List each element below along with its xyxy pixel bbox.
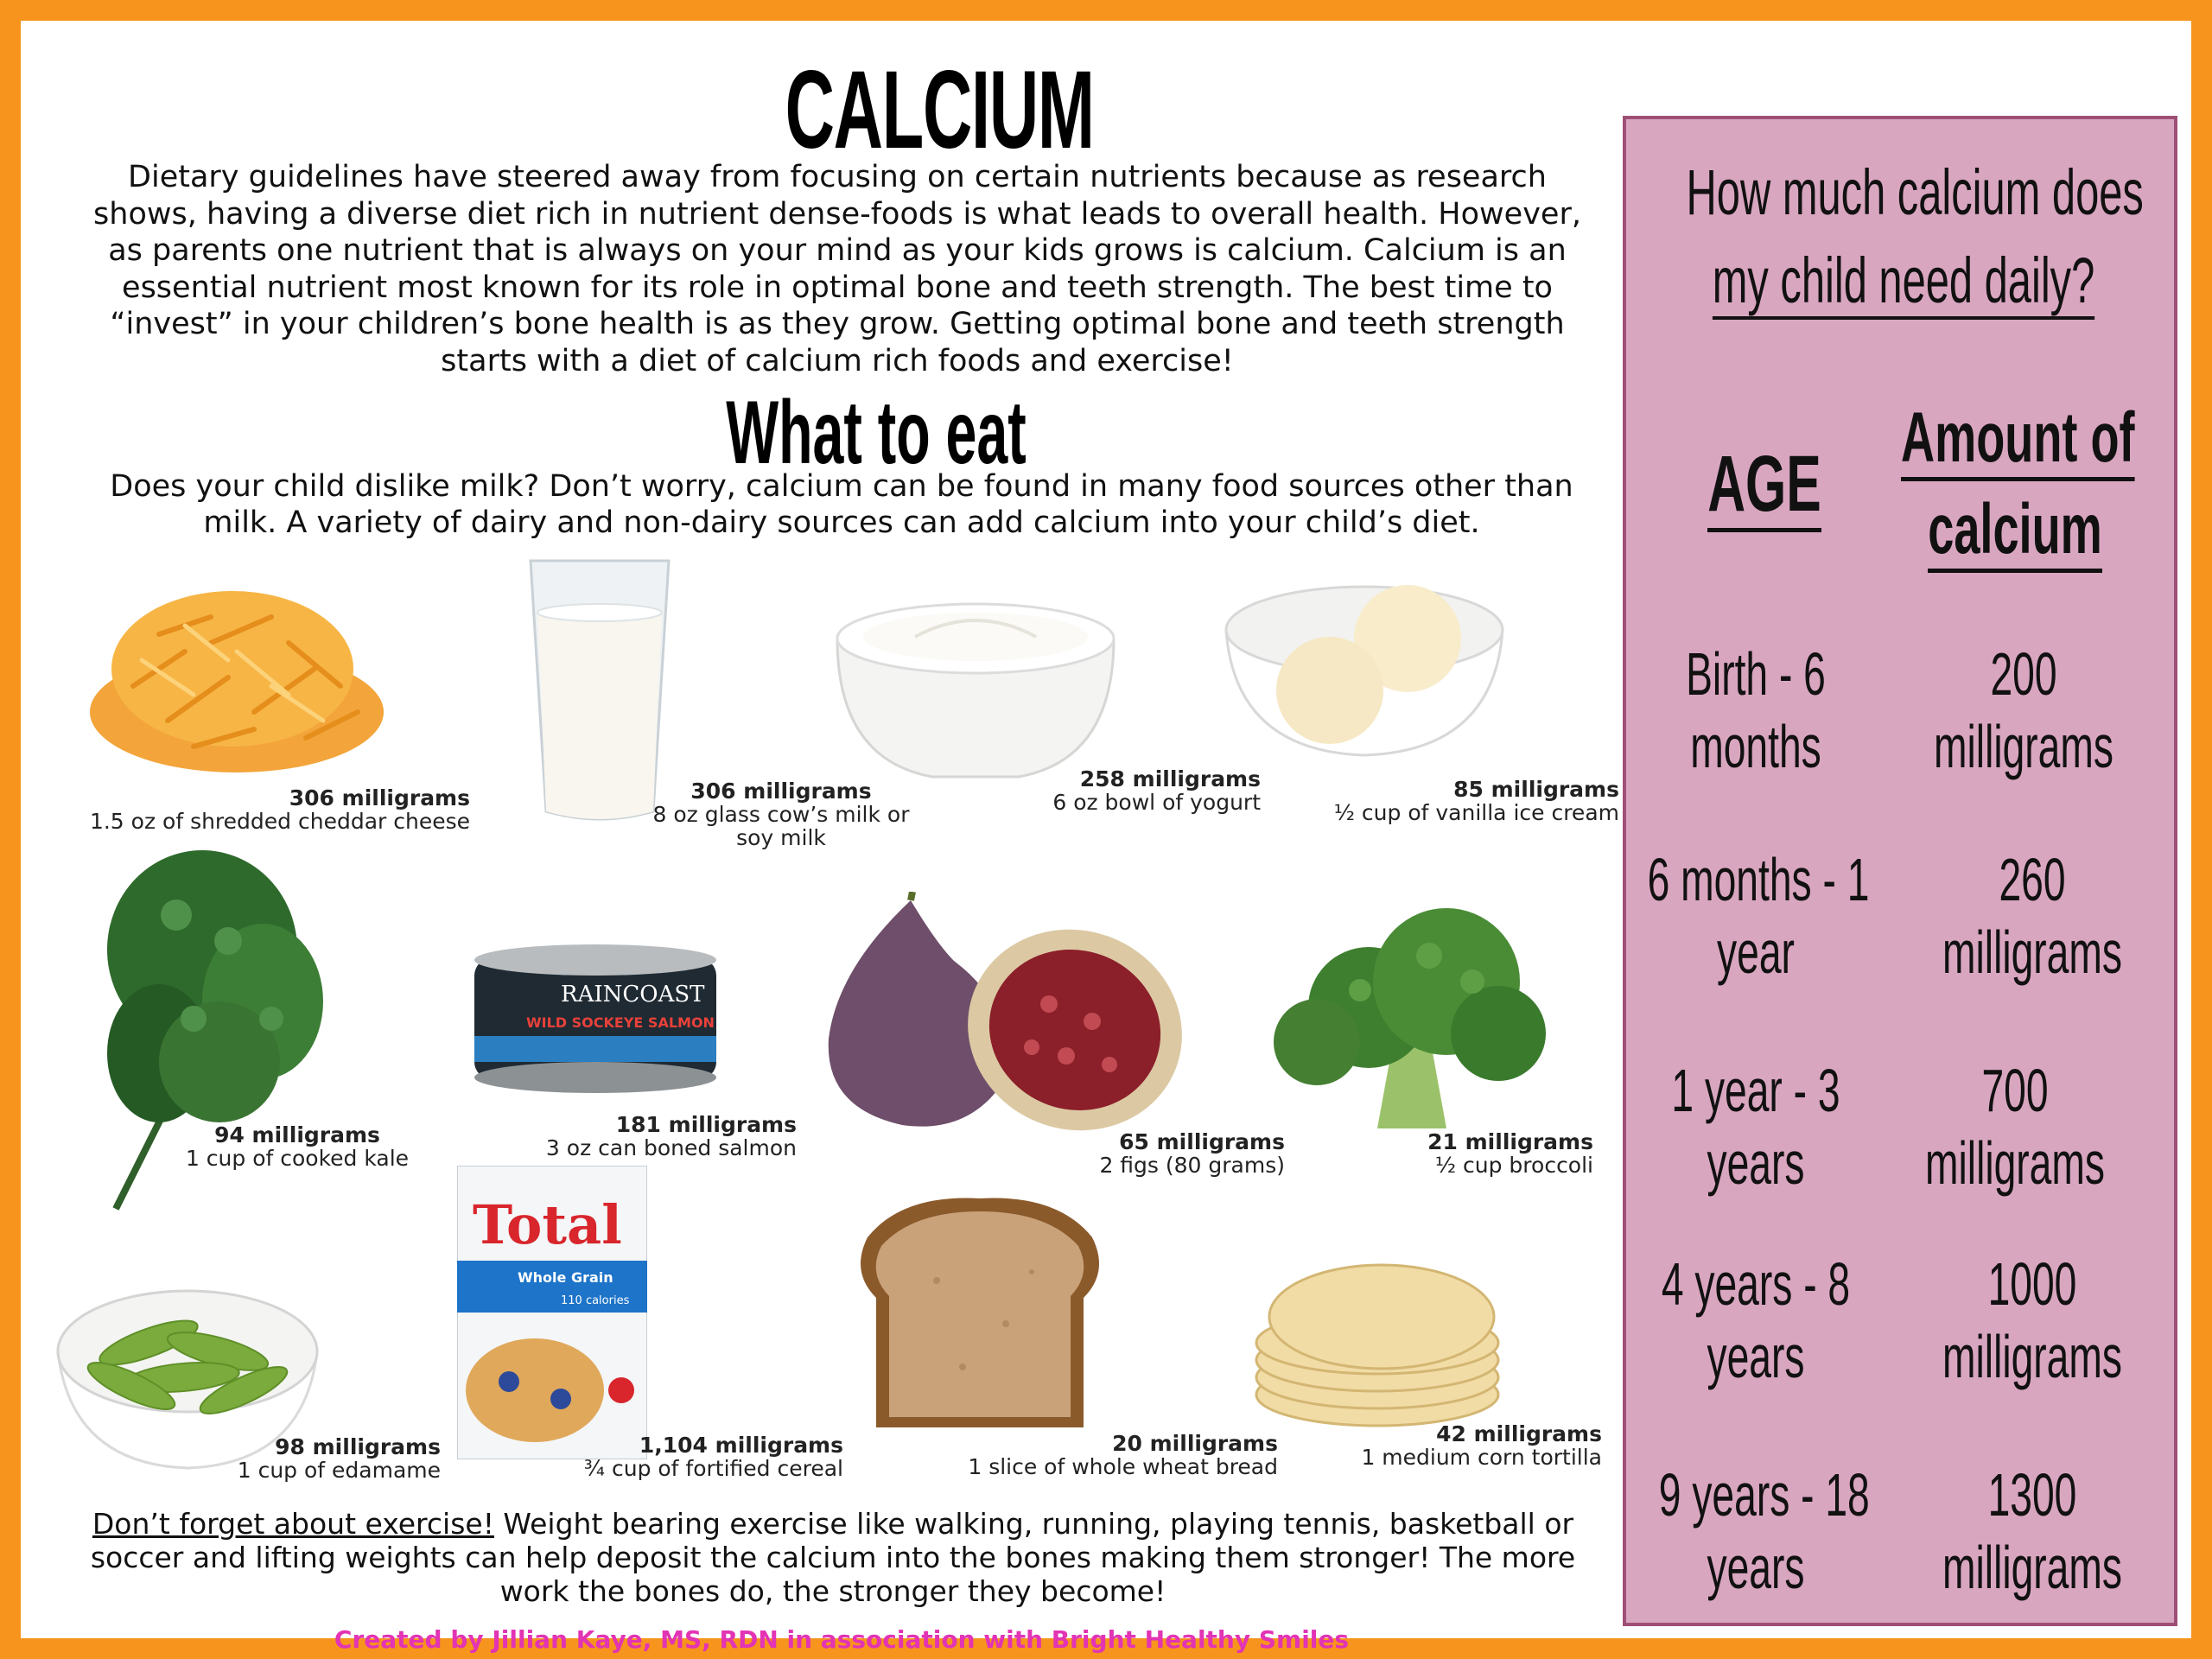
tortilla-icon bbox=[1248, 1230, 1516, 1438]
broccoli-icon bbox=[1265, 904, 1550, 1137]
age-row-2: 6 months - 1 year bbox=[1647, 846, 1870, 986]
column-header-age: AGE bbox=[1707, 439, 1821, 530]
age-row-4: 4 years - 8 years bbox=[1661, 1250, 1851, 1390]
page-title: CALCIUM bbox=[785, 48, 1094, 172]
panel-question-line1: How much calcium does bbox=[1686, 156, 2144, 228]
fig-icon bbox=[816, 892, 1196, 1142]
svg-text:Total: Total bbox=[473, 1193, 622, 1256]
exercise-lead: Don’t forget about exercise! bbox=[92, 1507, 494, 1541]
food-caption-bread: 20 milligrams 1 slice of whole wheat bread bbox=[968, 1431, 1278, 1479]
what-to-eat-heading: What to eat bbox=[726, 383, 1027, 483]
intro-paragraph: Dietary guidelines have steered away from focusing on certain nutrients because as research shows, having a diverse diet rich in nutrient dense-foods is what leads to overall health. However, as parents one nutrient that is always on your mind as your kids grows is calcium. Calcium is an essential nutrient most known for its role in optimal bone and teeth strength. The best time to “invest” in your children’s bone health is as they grow. Getting optimal bone and teeth strength starts with a diet of calcium rich foods and exercise! bbox=[93, 160, 1581, 378]
svg-text:WILD SOCKEYE SALMON: WILD SOCKEYE SALMON bbox=[526, 1014, 715, 1031]
age-row-3: 1 year - 3 years bbox=[1671, 1057, 1840, 1197]
svg-text:110 calories: 110 calories bbox=[561, 1294, 630, 1307]
amount-row-4: 1000 milligrams bbox=[1942, 1250, 2122, 1390]
ice-cream-icon bbox=[1217, 561, 1511, 760]
food-caption-tortilla: 42 milligrams 1 medium corn tortilla bbox=[1361, 1421, 1602, 1470]
age-row-5: 9 years - 18 years bbox=[1658, 1461, 1870, 1601]
calcium-needs-panel bbox=[1623, 116, 2177, 1626]
food-caption-milk: 306 milligrams 8 oz glass cow’s milk or soy milk bbox=[652, 779, 910, 850]
column-header-amount-line2: calcium bbox=[1901, 489, 2129, 570]
amount-row-5: 1300 milligrams bbox=[1942, 1461, 2122, 1601]
bread-icon bbox=[850, 1194, 1109, 1427]
credit-line: Created by Jillian Kaye, MS, RDN in association with Bright Healthy Smiles bbox=[334, 1625, 1350, 1654]
svg-text:Whole Grain: Whole Grain bbox=[518, 1269, 613, 1286]
exercise-text: Weight bearing exercise like walking, running, playing tennis, basketball or soccer and lifting weights can help deposit the calcium into the bones making them stronger! The more work the bones do, the stronger they become! bbox=[90, 1507, 1576, 1608]
food-caption-broccoli: 21 milligrams ½ cup broccoli bbox=[1427, 1129, 1593, 1178]
cereal-box-icon bbox=[457, 1166, 647, 1459]
column-header-amount-line1: Amount of bbox=[1901, 397, 2129, 479]
food-caption-kale: 94 milligrams 1 cup of cooked kale bbox=[185, 1122, 410, 1171]
panel-question-line2: my child need daily? bbox=[1687, 244, 2121, 317]
food-caption-salmon: 181 milligrams 3 oz can boned salmon bbox=[545, 1112, 797, 1160]
age-row-1: Birth - 6 months bbox=[1686, 640, 1826, 780]
food-caption-edamame: 98 milligrams 1 cup of edamame bbox=[237, 1434, 441, 1483]
yogurt-icon bbox=[829, 587, 1122, 785]
food-caption-yogurt: 258 milligrams 6 oz bowl of yogurt bbox=[1052, 766, 1261, 815]
food-caption-cheese: 306 milligrams 1.5 oz of shredded cheddar cheese bbox=[89, 785, 470, 834]
amount-row-3: 700 milligrams bbox=[1925, 1057, 2105, 1197]
amount-row-1: 200 milligrams bbox=[1934, 640, 2113, 780]
exercise-paragraph bbox=[73, 1507, 1593, 1608]
svg-text:RAINCOAST: RAINCOAST bbox=[561, 982, 705, 1007]
amount-row-2: 260 milligrams bbox=[1942, 846, 2122, 986]
food-caption-cereal: 1,104 milligrams ¾ cup of fortified cereal bbox=[583, 1433, 843, 1481]
food-caption-ice-cream: 85 milligrams ½ cup of vanilla ice cream bbox=[1333, 777, 1619, 825]
food-caption-figs: 65 milligrams 2 figs (80 grams) bbox=[1099, 1129, 1285, 1178]
what-to-eat-text: Does your child dislike milk? Don’t worry, calcium can be found in many food sources other than milk. A variety of dairy and non-dairy sources can add calcium into your child’s diet. bbox=[110, 469, 1573, 540]
cheese-icon bbox=[81, 565, 392, 781]
salmon-can-icon bbox=[466, 941, 725, 1096]
